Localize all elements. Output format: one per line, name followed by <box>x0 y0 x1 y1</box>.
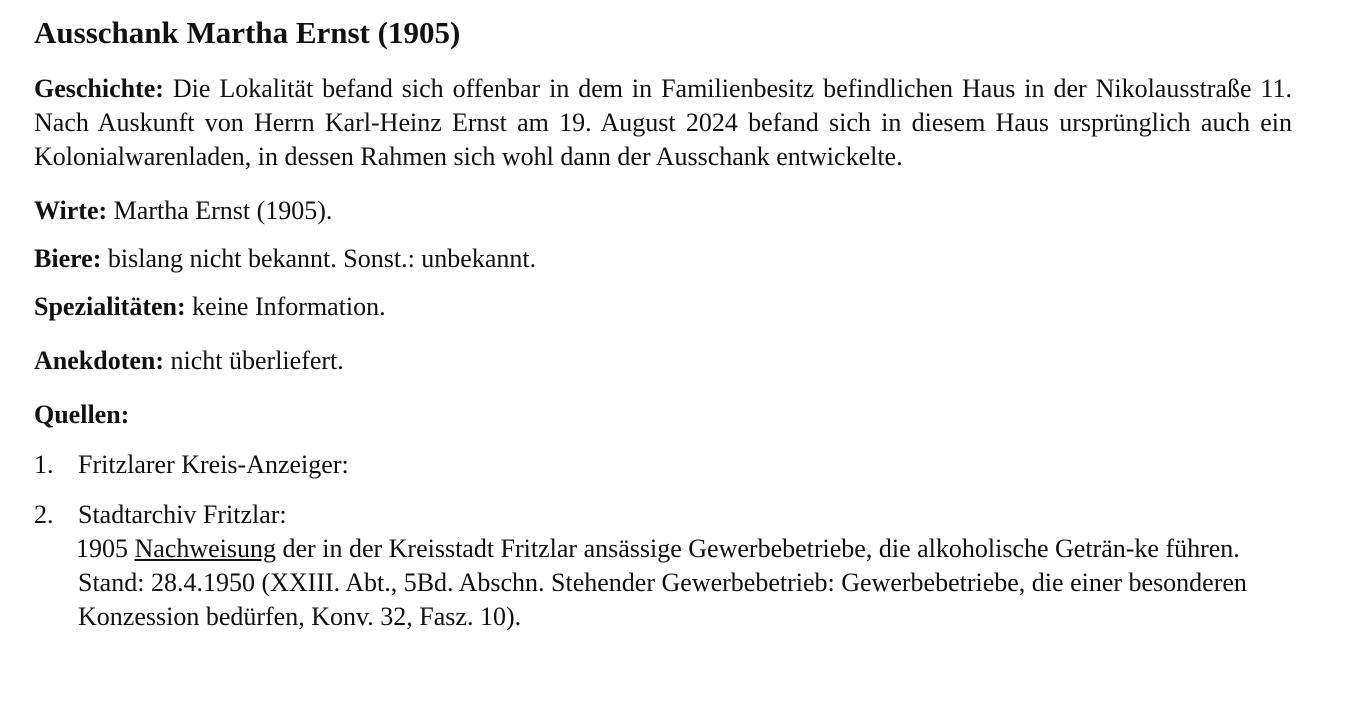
page-title: Ausschank Martha Ernst (1905) <box>34 15 461 50</box>
spezialitaeten-text: keine Information. <box>192 292 386 321</box>
geschichte-label: Geschichte: <box>34 74 164 103</box>
source-detail-underlined: Nachweisung <box>134 534 277 563</box>
anekdoten-label: Anekdoten: <box>34 346 165 375</box>
section-anekdoten <box>34 344 1292 378</box>
source-body <box>78 498 1292 634</box>
section-biere <box>34 242 1292 276</box>
list-item-number: 2. <box>34 500 54 529</box>
source-detail-year: 1905 <box>76 534 128 563</box>
source-title: Fritzlarer Kreis-Anzeiger: <box>78 450 349 479</box>
list-item <box>34 498 1292 634</box>
source-title: Stadtarchiv Fritzlar: <box>78 500 287 529</box>
anekdoten-text: nicht überliefert. <box>170 346 344 375</box>
spezialitaeten-label: Spezialitäten: <box>34 292 186 321</box>
wirte-text: Martha Ernst (1905). <box>113 196 333 225</box>
wirte-label: Wirte: <box>34 196 108 225</box>
biere-label: Biere: <box>34 244 102 273</box>
section-quellen <box>34 398 1292 432</box>
source-detail-rest: der in der Kreisstadt Fritzlar ansässige Gewerbebetriebe, die alkoholische Geträn-ke führen. Stand: 28.4.1950 (XXIII. Abt., 5Bd. Abschn. Stehender Gewerbebetrieb: Gewerbebetriebe, die einer besonderen Konzession bedürfen, Konv. 32, Fasz. 10). <box>78 534 1247 631</box>
section-wirte <box>34 194 1292 228</box>
list-item-number: 1. <box>34 450 54 479</box>
source-detail <box>76 534 1247 631</box>
list-item <box>34 448 1292 482</box>
section-geschichte <box>34 72 1292 174</box>
biere-text: bislang nicht bekannt. Sonst.: unbekannt. <box>107 244 537 273</box>
geschichte-text: Die Lokalität befand sich offenbar in dem in Familienbesitz befindlichen Haus in der Nikolausstraße 11. Nach Auskunft von Herrn Karl-Heinz Ernst am 19. August 2024 befand sich in diesem Haus ursprünglich auch ein Kolonialwarenladen, in dessen Rahmen sich wohl dann der Ausschank entwickelte. <box>34 74 1292 171</box>
sources-list <box>34 448 1292 634</box>
section-spezialitaeten <box>34 290 1292 324</box>
quellen-label: Quellen: <box>34 400 130 429</box>
